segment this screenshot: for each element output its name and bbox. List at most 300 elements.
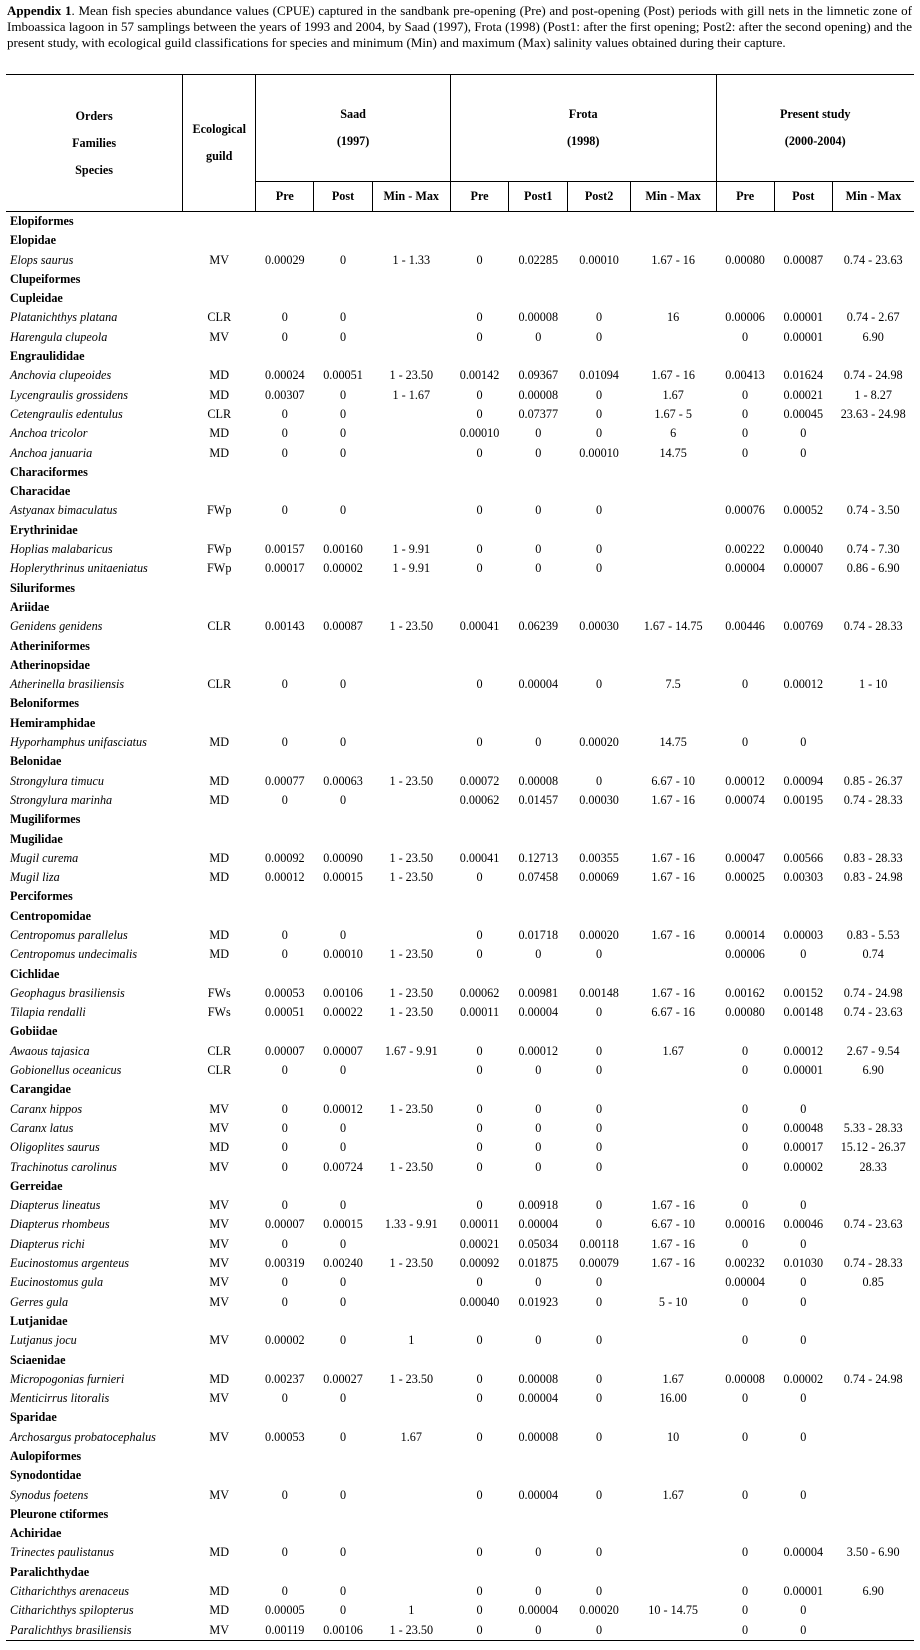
present-minmax-cell: 0.74 - 2.67 bbox=[846, 310, 900, 325]
species-row bbox=[6, 868, 914, 887]
species-name: Diapterus rhombeus bbox=[10, 1217, 110, 1232]
empty-cell bbox=[256, 752, 314, 771]
present-pre-cell: 0 bbox=[742, 1159, 749, 1174]
empty-cell bbox=[832, 752, 914, 771]
species-row bbox=[6, 1196, 914, 1215]
empty-cell bbox=[774, 1080, 832, 1099]
empty-cell bbox=[183, 289, 256, 308]
empty-cell bbox=[774, 907, 832, 926]
species-name: Eucinostomus gula bbox=[10, 1275, 104, 1290]
frota-minmax-cell: 10 - 14.75 bbox=[648, 1603, 699, 1618]
empty-cell bbox=[183, 714, 256, 733]
present-pre-cell: 0.00012 bbox=[725, 773, 765, 788]
saad-minmax-cell: 1 bbox=[408, 1333, 415, 1348]
saad-post-cell: 0 bbox=[339, 310, 347, 325]
guild-cell: MV bbox=[183, 1621, 256, 1641]
empty-cell bbox=[372, 1351, 450, 1370]
empty-cell bbox=[509, 231, 568, 250]
frota-pre-cell: 0 bbox=[476, 927, 483, 942]
empty-cell bbox=[716, 347, 774, 366]
empty-cell bbox=[314, 1447, 372, 1466]
empty-cell bbox=[314, 1466, 372, 1485]
present-pre-cell: 0 bbox=[742, 677, 749, 692]
frota-post1-cell: 0 bbox=[535, 1545, 542, 1560]
empty-cell bbox=[832, 231, 914, 250]
saad-pre-cell: 0 bbox=[281, 1545, 288, 1560]
empty-cell bbox=[774, 347, 832, 366]
empty-cell bbox=[314, 1022, 372, 1041]
species-row bbox=[6, 405, 914, 424]
frota-post2-cell: 0 bbox=[596, 1101, 603, 1116]
saad-post-cell: 0 bbox=[339, 1429, 347, 1444]
present-post-cell: 0.00152 bbox=[783, 985, 824, 1000]
empty-cell bbox=[774, 231, 832, 250]
empty-cell bbox=[774, 1177, 832, 1196]
frota-pre-cell: 0 bbox=[476, 445, 483, 460]
present-post-cell: 0.00001 bbox=[783, 310, 824, 325]
saad-post-cell: 0 bbox=[339, 1391, 347, 1406]
guild-cell: MD bbox=[209, 927, 230, 942]
present-minmax-cell: 0.74 - 23.63 bbox=[843, 252, 903, 267]
family-name: Cupleidae bbox=[10, 291, 63, 306]
family-row bbox=[6, 231, 914, 250]
empty-cell bbox=[774, 637, 832, 656]
frota-pre-cell: 0.00062 bbox=[459, 792, 500, 807]
species-name: Atherinella brasiliensis bbox=[10, 677, 125, 692]
family-name: Elopidae bbox=[10, 233, 57, 248]
frota-minmax-cell: 6 bbox=[670, 426, 677, 441]
table-caption bbox=[7, 3, 912, 51]
saad-post-cell: 0 bbox=[339, 252, 347, 267]
saad-pre-cell: 0 bbox=[281, 1140, 288, 1155]
frota-minmax-cell: 1.67 - 16 bbox=[651, 792, 695, 807]
frota-pre-cell: 0 bbox=[476, 1043, 483, 1058]
empty-cell bbox=[450, 1022, 508, 1041]
empty-cell bbox=[774, 714, 832, 733]
present-minmax-cell bbox=[832, 444, 914, 463]
empty-cell bbox=[509, 1312, 568, 1331]
saad-minmax-cell bbox=[372, 1389, 450, 1408]
species-name: Astyanax bimaculatus bbox=[10, 503, 118, 518]
present-post-cell: 0 bbox=[800, 1429, 807, 1444]
empty-cell bbox=[509, 752, 568, 771]
frota-post1-cell: 0 bbox=[535, 1584, 542, 1599]
present-minmax-cell: 0.74 - 24.98 bbox=[843, 368, 903, 383]
present-post-cell: 0 bbox=[800, 1603, 807, 1618]
frota-minmax-cell: 1.67 - 16 bbox=[651, 368, 695, 383]
present-post-cell: 0.00003 bbox=[783, 927, 824, 942]
present-post-cell: 0.00002 bbox=[783, 1159, 824, 1174]
species-name: Lutjanus jocu bbox=[10, 1333, 77, 1348]
caption-text: . Mean fish species abundance values (CPUE) captured in the sandbank pre-opening (Pre) and post-opening (Post) periods with gill nets in the limnetic zone of Imboassica lagoon in 57 samplings between the years of 1993 and 2004, by Saad (1997), Frota (1998) (Post1: after the first opening; Post2: after the second opening) and the present study, with ecological guild classifications for species and minimum (Min) and maximum (Max) salinity values obtained during their capture. bbox=[7, 3, 912, 50]
frota-post2-cell: 0.00069 bbox=[579, 870, 619, 885]
frota-post2-cell: 0 bbox=[596, 1429, 603, 1444]
empty-cell bbox=[568, 714, 630, 733]
empty-cell bbox=[372, 887, 450, 906]
present-pre-cell: 0.00006 bbox=[725, 947, 765, 962]
empty-cell bbox=[314, 347, 372, 366]
species-name: Lycengraulis grossidens bbox=[10, 387, 129, 402]
saad-post-cell: 0 bbox=[339, 1333, 347, 1348]
empty-cell bbox=[716, 482, 774, 501]
species-name: Caranx hippos bbox=[10, 1101, 83, 1116]
frota-pre-cell: 0 bbox=[450, 1621, 508, 1641]
header-guild-line1: Ecological bbox=[192, 122, 246, 136]
saad-pre-cell: 0 bbox=[281, 1063, 288, 1078]
frota-minmax-cell: 1.67 - 5 bbox=[654, 406, 692, 421]
guild-cell: MD bbox=[209, 947, 230, 962]
empty-cell bbox=[568, 1447, 630, 1466]
frota-post1-cell: 0.06239 bbox=[518, 619, 559, 634]
empty-cell bbox=[568, 1080, 630, 1099]
frota-post2-cell: 0 bbox=[596, 677, 603, 692]
species-row bbox=[6, 308, 914, 327]
empty-cell bbox=[256, 270, 314, 289]
guild-cell: MV bbox=[209, 1429, 230, 1444]
empty-cell bbox=[183, 965, 256, 984]
empty-cell bbox=[183, 810, 256, 829]
family-name: Sciaenidae bbox=[10, 1352, 66, 1367]
family-name: Synodontidae bbox=[10, 1468, 82, 1483]
empty-cell bbox=[314, 1312, 372, 1331]
empty-cell bbox=[314, 1505, 372, 1524]
order-name: Perciformes bbox=[10, 889, 73, 904]
present-post-cell: 0.00769 bbox=[783, 619, 824, 634]
species-name: Platanichthys platana bbox=[10, 310, 118, 325]
frota-post1-cell: 0 bbox=[535, 1333, 542, 1348]
empty-cell bbox=[716, 1080, 774, 1099]
saad-post-cell: 0 bbox=[339, 445, 347, 460]
frota-minmax-cell bbox=[630, 1158, 716, 1177]
saad-post-cell: 0.00240 bbox=[323, 1256, 363, 1271]
empty-cell bbox=[630, 579, 716, 598]
empty-cell bbox=[450, 1351, 508, 1370]
empty-cell bbox=[372, 1524, 450, 1543]
present-pre-cell: 0.00222 bbox=[725, 542, 765, 557]
empty-cell bbox=[774, 810, 832, 829]
frota-post2-cell: 0 bbox=[596, 1487, 603, 1502]
empty-cell bbox=[774, 1505, 832, 1524]
empty-cell bbox=[832, 1022, 914, 1041]
saad-pre-cell: 0 bbox=[281, 1294, 288, 1309]
species-name: Oligoplites saurus bbox=[10, 1140, 100, 1155]
empty-cell bbox=[774, 656, 832, 675]
col-frota-post1: Post1 bbox=[509, 182, 568, 212]
empty-cell bbox=[256, 1563, 314, 1582]
empty-cell bbox=[450, 656, 508, 675]
empty-cell bbox=[716, 463, 774, 482]
empty-cell bbox=[630, 887, 716, 906]
frota-minmax-cell: 6.67 - 16 bbox=[651, 1005, 695, 1020]
frota-pre-cell: 0.00062 bbox=[459, 985, 500, 1000]
present-minmax-cell: 0.74 - 23.63 bbox=[843, 1217, 903, 1232]
species-row bbox=[6, 1543, 914, 1562]
present-post-cell: 0.01030 bbox=[783, 1256, 824, 1271]
saad-pre-cell: 0 bbox=[281, 735, 288, 750]
frota-minmax-cell: 1.67 - 16 bbox=[651, 850, 695, 865]
guild-cell: CLR bbox=[207, 1043, 232, 1058]
saad-name: Saad bbox=[340, 107, 366, 121]
species-name: Eucinostomus argenteus bbox=[10, 1256, 130, 1271]
empty-cell bbox=[509, 656, 568, 675]
frota-pre-cell: 0 bbox=[476, 1120, 483, 1135]
present-minmax-cell: 0.74 - 28.33 bbox=[843, 792, 903, 807]
frota-pre-cell: 0 bbox=[476, 1101, 483, 1116]
saad-post-cell: 0.00087 bbox=[323, 619, 363, 634]
species-row bbox=[6, 1158, 914, 1177]
species-name: Menticirrus litoralis bbox=[10, 1391, 110, 1406]
frota-post1-cell: 0 bbox=[535, 426, 542, 441]
species-row bbox=[6, 559, 914, 578]
frota-post2-cell: 0.00020 bbox=[579, 1603, 619, 1618]
species-name: Cetengraulis edentulus bbox=[10, 406, 123, 421]
saad-minmax-cell: 1 - 23.50 bbox=[389, 1256, 434, 1271]
present-pre-cell: 0.00047 bbox=[725, 850, 765, 865]
saad-pre-cell: 0.00024 bbox=[265, 368, 305, 383]
present-post-cell: 0 bbox=[800, 1391, 807, 1406]
frota-post1-cell: 0 bbox=[535, 1063, 542, 1078]
family-name: Cichlidae bbox=[10, 966, 60, 981]
table-body bbox=[6, 212, 914, 1641]
empty-cell bbox=[716, 270, 774, 289]
saad-minmax-cell bbox=[372, 1293, 450, 1312]
present-header bbox=[716, 75, 914, 182]
empty-cell bbox=[183, 1563, 256, 1582]
order-row bbox=[6, 694, 914, 713]
empty-cell bbox=[256, 289, 314, 308]
family-name: Engraulididae bbox=[10, 349, 85, 364]
empty-cell bbox=[183, 1080, 256, 1099]
frota-pre-cell: 0 bbox=[476, 1333, 483, 1348]
species-row bbox=[6, 1486, 914, 1505]
empty-cell bbox=[314, 270, 372, 289]
present-minmax-cell: 2.67 - 9.54 bbox=[846, 1043, 900, 1058]
frota-post2-cell: 0 bbox=[596, 1545, 603, 1560]
saad-post-cell: 0 bbox=[339, 1603, 347, 1618]
saad-minmax-cell bbox=[372, 444, 450, 463]
species-row bbox=[6, 791, 914, 810]
guild-cell: MD bbox=[209, 870, 230, 885]
species-row bbox=[6, 984, 914, 1003]
empty-cell bbox=[450, 714, 508, 733]
guild-cell: MV bbox=[209, 1256, 230, 1271]
empty-cell bbox=[630, 1177, 716, 1196]
empty-cell bbox=[832, 482, 914, 501]
caption-label: Appendix 1 bbox=[7, 3, 72, 18]
present-minmax-cell: 0.83 - 28.33 bbox=[843, 850, 903, 865]
frota-post2-cell: 0 bbox=[596, 1043, 603, 1058]
frota-pre-cell: 0 bbox=[476, 947, 483, 962]
empty-cell bbox=[832, 1524, 914, 1543]
col-saad-minmax: Min - Max bbox=[372, 182, 450, 212]
empty-cell bbox=[832, 830, 914, 849]
empty-cell bbox=[568, 482, 630, 501]
empty-cell bbox=[372, 1466, 450, 1485]
saad-minmax-cell: 1 - 23.50 bbox=[372, 1621, 450, 1641]
guild-cell: MD bbox=[209, 735, 230, 750]
frota-minmax-cell: 1.67 bbox=[662, 1371, 684, 1386]
saad-minmax-cell bbox=[372, 424, 450, 443]
saad-post-cell: 0 bbox=[339, 1063, 347, 1078]
empty-cell bbox=[314, 231, 372, 250]
frota-post2-cell: 0 bbox=[596, 1159, 603, 1174]
empty-cell bbox=[716, 1351, 774, 1370]
species-row bbox=[6, 1003, 914, 1022]
empty-cell bbox=[256, 907, 314, 926]
empty-cell bbox=[183, 347, 256, 366]
empty-cell bbox=[450, 1408, 508, 1427]
empty-cell bbox=[774, 463, 832, 482]
family-name: Mugilidae bbox=[10, 831, 63, 846]
empty-cell bbox=[630, 289, 716, 308]
saad-minmax-cell: 1 - 23.50 bbox=[389, 985, 434, 1000]
guild-cell: MD bbox=[209, 368, 230, 383]
present-pre-cell: 0.00016 bbox=[725, 1217, 765, 1232]
empty-cell bbox=[256, 1351, 314, 1370]
saad-post-cell: 0 bbox=[339, 792, 347, 807]
saad-pre-cell: 0 bbox=[281, 310, 288, 325]
empty-cell bbox=[256, 1524, 314, 1543]
present-post-cell: 0 bbox=[800, 947, 807, 962]
empty-cell bbox=[832, 1177, 914, 1196]
empty-cell bbox=[568, 1312, 630, 1331]
frota-pre-cell: 0.00010 bbox=[459, 426, 500, 441]
guild-cell: MD bbox=[209, 1140, 230, 1155]
family-name: Paralichthydae bbox=[10, 1564, 90, 1579]
species-row bbox=[6, 1119, 914, 1138]
present-minmax-cell bbox=[832, 1235, 914, 1254]
frota-minmax-cell: 1.67 bbox=[662, 1487, 684, 1502]
saad-pre-cell: 0 bbox=[281, 1101, 288, 1116]
order-name: Elopiformes bbox=[10, 214, 74, 228]
present-minmax-cell bbox=[832, 1293, 914, 1312]
saad-pre-cell: 0.00092 bbox=[265, 850, 305, 865]
frota-pre-cell: 0.00011 bbox=[459, 1217, 500, 1232]
guild-cell: MD bbox=[209, 445, 230, 460]
frota-post1-cell: 0.00004 bbox=[518, 1391, 559, 1406]
saad-minmax-cell bbox=[372, 1543, 450, 1562]
empty-cell bbox=[183, 830, 256, 849]
empty-cell bbox=[314, 965, 372, 984]
empty-cell bbox=[183, 521, 256, 540]
frota-pre-cell: 0 bbox=[476, 870, 483, 885]
saad-minmax-cell: 1 - 23.50 bbox=[389, 773, 434, 788]
saad-minmax-cell: 1.67 bbox=[400, 1429, 422, 1444]
empty-cell bbox=[774, 1022, 832, 1041]
frota-post1-cell: 0.12713 bbox=[518, 850, 559, 865]
frota-pre-cell: 0.00011 bbox=[459, 1005, 500, 1020]
species-row bbox=[6, 675, 914, 694]
empty-cell bbox=[774, 1563, 832, 1582]
guild-cell: CLR bbox=[207, 1063, 232, 1078]
species-name: Mugil curema bbox=[10, 850, 79, 865]
saad-minmax-cell bbox=[372, 405, 450, 424]
empty-cell bbox=[256, 694, 314, 713]
empty-cell bbox=[372, 1177, 450, 1196]
empty-cell bbox=[630, 656, 716, 675]
saad-minmax-cell: 1.67 - 9.91 bbox=[384, 1043, 438, 1058]
empty-cell bbox=[256, 579, 314, 598]
guild-cell: MD bbox=[209, 1545, 230, 1560]
saad-minmax-cell: 1 - 23.50 bbox=[389, 1005, 434, 1020]
frota-pre-cell: 0 bbox=[476, 735, 483, 750]
empty-cell bbox=[832, 1080, 914, 1099]
species-name: Archosargus probatocephalus bbox=[10, 1429, 156, 1444]
family-row bbox=[6, 347, 914, 366]
family-name: Centropomidae bbox=[10, 908, 92, 923]
saad-post-cell: 0 bbox=[339, 1140, 347, 1155]
empty-cell bbox=[372, 656, 450, 675]
species-name: Citharichthys arenaceus bbox=[10, 1584, 130, 1599]
saad-post-cell: 0.00090 bbox=[323, 850, 363, 865]
empty-cell bbox=[372, 965, 450, 984]
frota-post2-cell: 0.00010 bbox=[579, 252, 619, 267]
empty-cell bbox=[832, 714, 914, 733]
present-pre-cell: 0 bbox=[742, 1101, 749, 1116]
empty-cell bbox=[832, 270, 914, 289]
species-row bbox=[6, 328, 914, 347]
frota-post2-cell: 0 bbox=[596, 406, 603, 421]
empty-cell bbox=[183, 1466, 256, 1485]
family-row bbox=[6, 1022, 914, 1041]
empty-cell bbox=[450, 887, 508, 906]
empty-cell bbox=[372, 1563, 450, 1582]
saad-pre-cell: 0 bbox=[281, 1198, 288, 1213]
frota-post2-cell: 0 bbox=[596, 1391, 603, 1406]
frota-header bbox=[450, 75, 716, 182]
empty-cell bbox=[256, 1022, 314, 1041]
species-name: Anchoa tricolor bbox=[10, 426, 88, 441]
present-pre-cell: 0 bbox=[742, 1198, 749, 1213]
frota-post1-cell: 0.00004 bbox=[518, 1487, 559, 1502]
col-frota-post2: Post2 bbox=[568, 182, 630, 212]
empty-cell bbox=[568, 1524, 630, 1543]
empty-cell bbox=[256, 1447, 314, 1466]
empty-cell bbox=[314, 289, 372, 308]
family-name: Atherinopsidae bbox=[10, 657, 90, 672]
saad-minmax-cell: 1 - 23.50 bbox=[389, 850, 434, 865]
frota-post1-cell: 0.01718 bbox=[518, 927, 559, 942]
empty-cell bbox=[372, 231, 450, 250]
family-row bbox=[6, 1177, 914, 1196]
empty-cell bbox=[256, 482, 314, 501]
family-name: Achiridae bbox=[10, 1526, 62, 1541]
saad-year: (1997) bbox=[336, 134, 370, 148]
empty-cell bbox=[832, 212, 914, 232]
saad-pre-cell: 0.00053 bbox=[265, 985, 305, 1000]
species-row bbox=[6, 1370, 914, 1389]
empty-cell bbox=[774, 270, 832, 289]
empty-cell bbox=[630, 1524, 716, 1543]
empty-cell bbox=[774, 752, 832, 771]
frota-pre-cell: 0 bbox=[476, 542, 483, 557]
present-minmax-cell bbox=[832, 1331, 914, 1350]
present-post-cell: 0.00046 bbox=[783, 1217, 824, 1232]
guild-cell: FWp bbox=[207, 542, 232, 557]
present-pre-cell: 0 bbox=[742, 1294, 749, 1309]
empty-cell bbox=[372, 1312, 450, 1331]
species-row bbox=[6, 1582, 914, 1601]
frota-minmax-cell: 1.67 - 16 bbox=[651, 1198, 695, 1213]
saad-post-cell: 0.00106 bbox=[314, 1621, 372, 1641]
empty-cell bbox=[774, 1466, 832, 1485]
empty-cell bbox=[774, 694, 832, 713]
empty-cell bbox=[774, 1408, 832, 1427]
empty-cell bbox=[630, 965, 716, 984]
present-pre-cell: 0.00008 bbox=[725, 1371, 765, 1386]
order-name: Clupeiformes bbox=[10, 271, 81, 286]
saad-minmax-cell: 1 - 1.67 bbox=[392, 387, 431, 402]
